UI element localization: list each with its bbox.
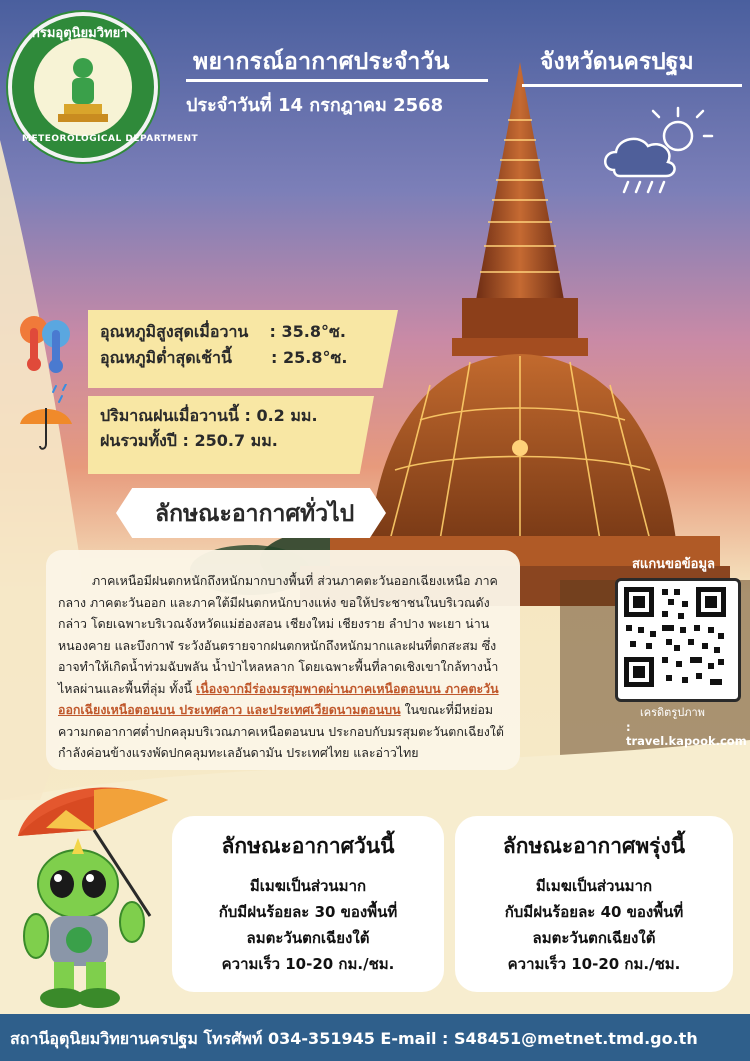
general-weather-text [58,570,510,764]
general-text-highlight: เนื่องจากมีร่องมรสุมพาดผ่านภาคเหนือตอนบน ภาคตะวันออกเฉียงเหนือตอนบน ประเทศลาว และประเทศเวียดนามตอนบน [58,680,499,717]
robot-mascot-with-umbrella [6,766,176,1014]
yesterday-rain-label: ปริมาณฝนเมื่อวานนี้ [100,406,239,425]
tomorrow-line-1: มีเมฆเป็นส่วนมาก [535,877,653,895]
today-line-2: กับมีฝนร้อยละ 30 ของพื้นที่ [218,903,398,921]
footer-contact: สถานีอุตุนิยมวิทยานครปฐม โทรศัพท์ 034-351945 E-mail : S48451@metnet.tmd.go.th [10,1029,698,1048]
max-temp-value: : 35.8°ซ. [269,322,346,341]
today-forecast-card [172,816,444,992]
today-line-4: ความเร็ว 10-20 กม./ชม. [221,955,395,973]
total-rain-row [100,429,278,454]
total-rain-label: ฝนรวมทั้งปี [100,431,177,450]
min-temp-row [100,346,347,371]
qr-code[interactable] [615,578,741,702]
tomorrow-title: ลักษณะอากาศพรุ่งนี้ [502,834,686,858]
general-text-part-1: ภาคเหนือมีฝนตกหนักถึงหนักมากบางพื้นที่ ส่วนภาคตะวันออกเฉียงเหนือ ภาคกลาง ภาคตะวันออก และภาคใต้มีฝนตกหนักบางแห่ง ขอให้ประชาชนในบริเวณดังกล่าว โดยเฉพาะบริเวณจังหวัดแม่ฮ่องสอน เชียงใหม่ เชียงราย ลำปาง พะเยา น่าน หนองคาย และบึงกาฬ ระวังอันตรายจากฝนตกหนักถึงหนักมากและฝนที่ตกสะสม ซึ่งอาจทำให้เกิดน้ำท่วมฉับพลัน น้ำป่าไหลหลาก โดยเฉพาะพื้นที่ลาดเชิงเขาใกล้ทางน้ำไหลผ่านและพื้นที่ลุ่ม ทั้งนี้ [58,573,499,696]
yesterday-rain-row [100,404,318,429]
image-credit-site: : travel.kapook.com [626,720,747,748]
forecast-date: ประจำวันที่ 14 กรกฎาคม 2568 [186,95,444,116]
title-underline [186,79,488,82]
tomorrow-line-4: ความเร็ว 10-20 กม./ชม. [507,955,681,973]
yesterday-rain-value: : 0.2 มม. [244,406,318,425]
partly-cloudy-rain-icon [600,104,720,200]
max-temp-row [100,320,346,345]
max-temp-label: อุณหภูมิสูงสุดเมื่อวาน [100,322,249,341]
min-temp-label: อุณหภูมิต่ำสุดเช้านี้ [100,348,232,367]
tomorrow-forecast-card [455,816,733,992]
tmd-logo [8,12,199,162]
min-temp-value: : 25.8°ซ. [271,348,348,367]
province-title: จังหวัดนครปฐม [540,49,694,75]
image-credit-label: เครดิตรูปภาพ [640,706,705,719]
total-rain-value: : 250.7 มม. [182,431,278,450]
tomorrow-line-2: กับมีฝนร้อยละ 40 ของพื้นที่ [504,903,684,921]
logo-english-text: METEOROLOGICAL DEPARTMENT [22,134,199,144]
province-underline [522,84,742,87]
general-text-part-2: ในขณะที่มีหย่อมความกดอากาศต่ำปกคลุมบริเวณภาคเหนือตอนบน ประกอบกับมรสุมตะวันตกเฉียงใต้กำลังค่อนข้างแรงพัดปกคลุมทะเลอันดามัน ประเทศไทย และอ่าวไทย [58,702,504,760]
logo-thai-text: กรมอุตุนิยมวิทยา [32,26,128,41]
deity-emblem-icon [34,38,132,136]
today-line-3: ลมตะวันตกเฉียงใต้ [246,929,370,947]
tomorrow-line-3: ลมตะวันตกเฉียงใต้ [532,929,656,947]
qr-label: สแกนขอข้อมูล [632,557,715,572]
logo-emblem [34,38,132,136]
qr-code-icon [618,581,732,693]
page-title: พยากรณ์อากาศประจำวัน [193,49,450,75]
umbrella-rain-icon [16,384,76,454]
today-line-1: มีเมฆเป็นส่วนมาก [249,877,367,895]
today-title: ลักษณะอากาศวันนี้ [221,834,395,858]
general-weather-title: ลักษณะอากาศทั่วไป [155,501,355,527]
thermometer-icon [16,312,74,374]
